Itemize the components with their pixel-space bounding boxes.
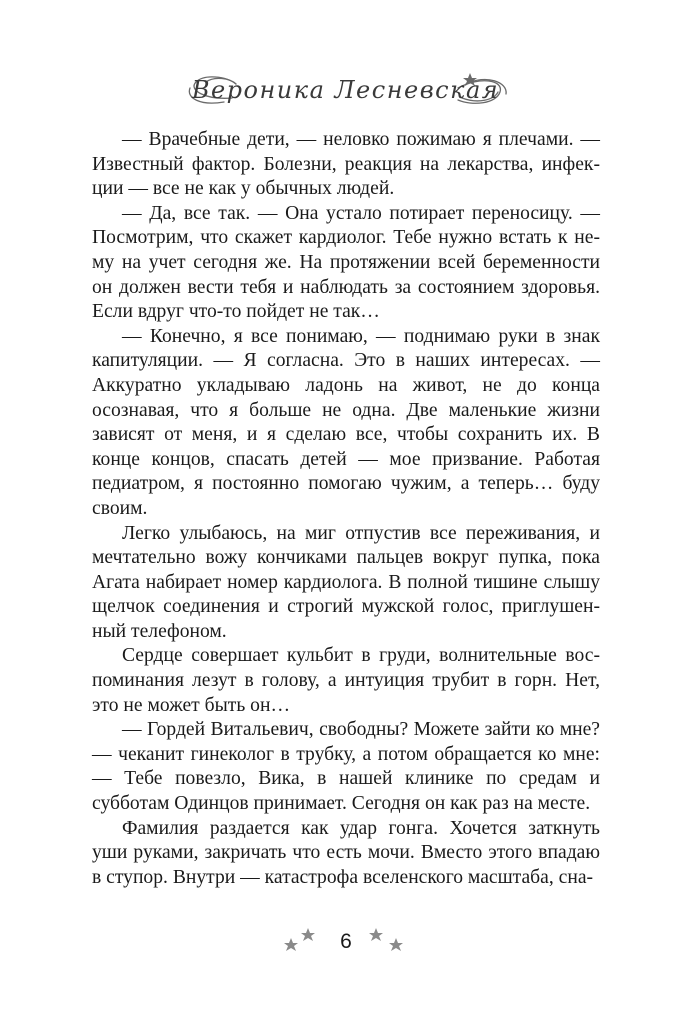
star-icon-group-left	[282, 926, 322, 956]
page-footer	[0, 922, 691, 962]
paragraph-7: Фамилия раздается как удар гонга. Хочется заткнуть уши руками, закричать что есть мочи. Вместо этого впадаю в ступор. Внутри — катастрофа вселенского масштаба, сна-	[92, 817, 600, 888]
author-name: Вероника Лесневская	[191, 76, 500, 104]
paragraph-2: — Да, все так. — Она устало потирает переносицу. — Посмотрим, что скажет кардиолог. Тебе нужно встать к нему на учет сегодня же. На протяжении всей беременности он должен вести тебя и наблюдать за состоянием здоровья. Если вдруг что-то пойдет не так…	[92, 202, 600, 323]
body-text	[92, 128, 600, 890]
running-header	[0, 58, 691, 130]
paragraph-3: — Конечно, я все понимаю, — поднимаю руки в знак капитуляции. — Я согласна. Это в наших интересах. — Аккуратно укладываю ладонь на живот, не до конца осознавая, что я больше не одна. Две маленькие жизни зависят от меня, и я сделаю все, чтобы сохранить их. В конце концов, спасать детей — мое призвание. Работая педиатром, я постоянно помогаю чужим, а теперь… буду своим.	[92, 325, 600, 519]
star-icon-group-right	[366, 926, 410, 956]
paragraph-1: — Врачебные дети, — неловко пожимаю я плечами. — Известный фактор. Болезни, реакция на лекарства, инфекции — все не как у обычных людей.	[92, 129, 600, 200]
paragraph-5: Сердце совершает кульбит в груди, волнительные воспоминания лезут в голову, а интуиция трубит в горн. Нет, это не может быть он…	[92, 645, 600, 716]
paragraph-4: Легко улыбаюсь, на миг отпустив все переживания, и мечтательно вожу кончиками пальцев вокруг пупка, пока Агата набирает номер кардиолога. В полной тишине слышу щелчок соединения и строгий мужской голос, приглушенный телефоном.	[92, 522, 600, 642]
page-number: 6	[340, 930, 352, 953]
paragraph-6: — Гордей Витальевич, свободны? Можете зайти ко мне? — чеканит гинеколог в трубку, а потом обращается ко мне: — Тебе повезло, Вика, в нашей клинике по средам и субботам Одинцов принимает. Сегодня он как раз на месте.	[92, 719, 600, 815]
